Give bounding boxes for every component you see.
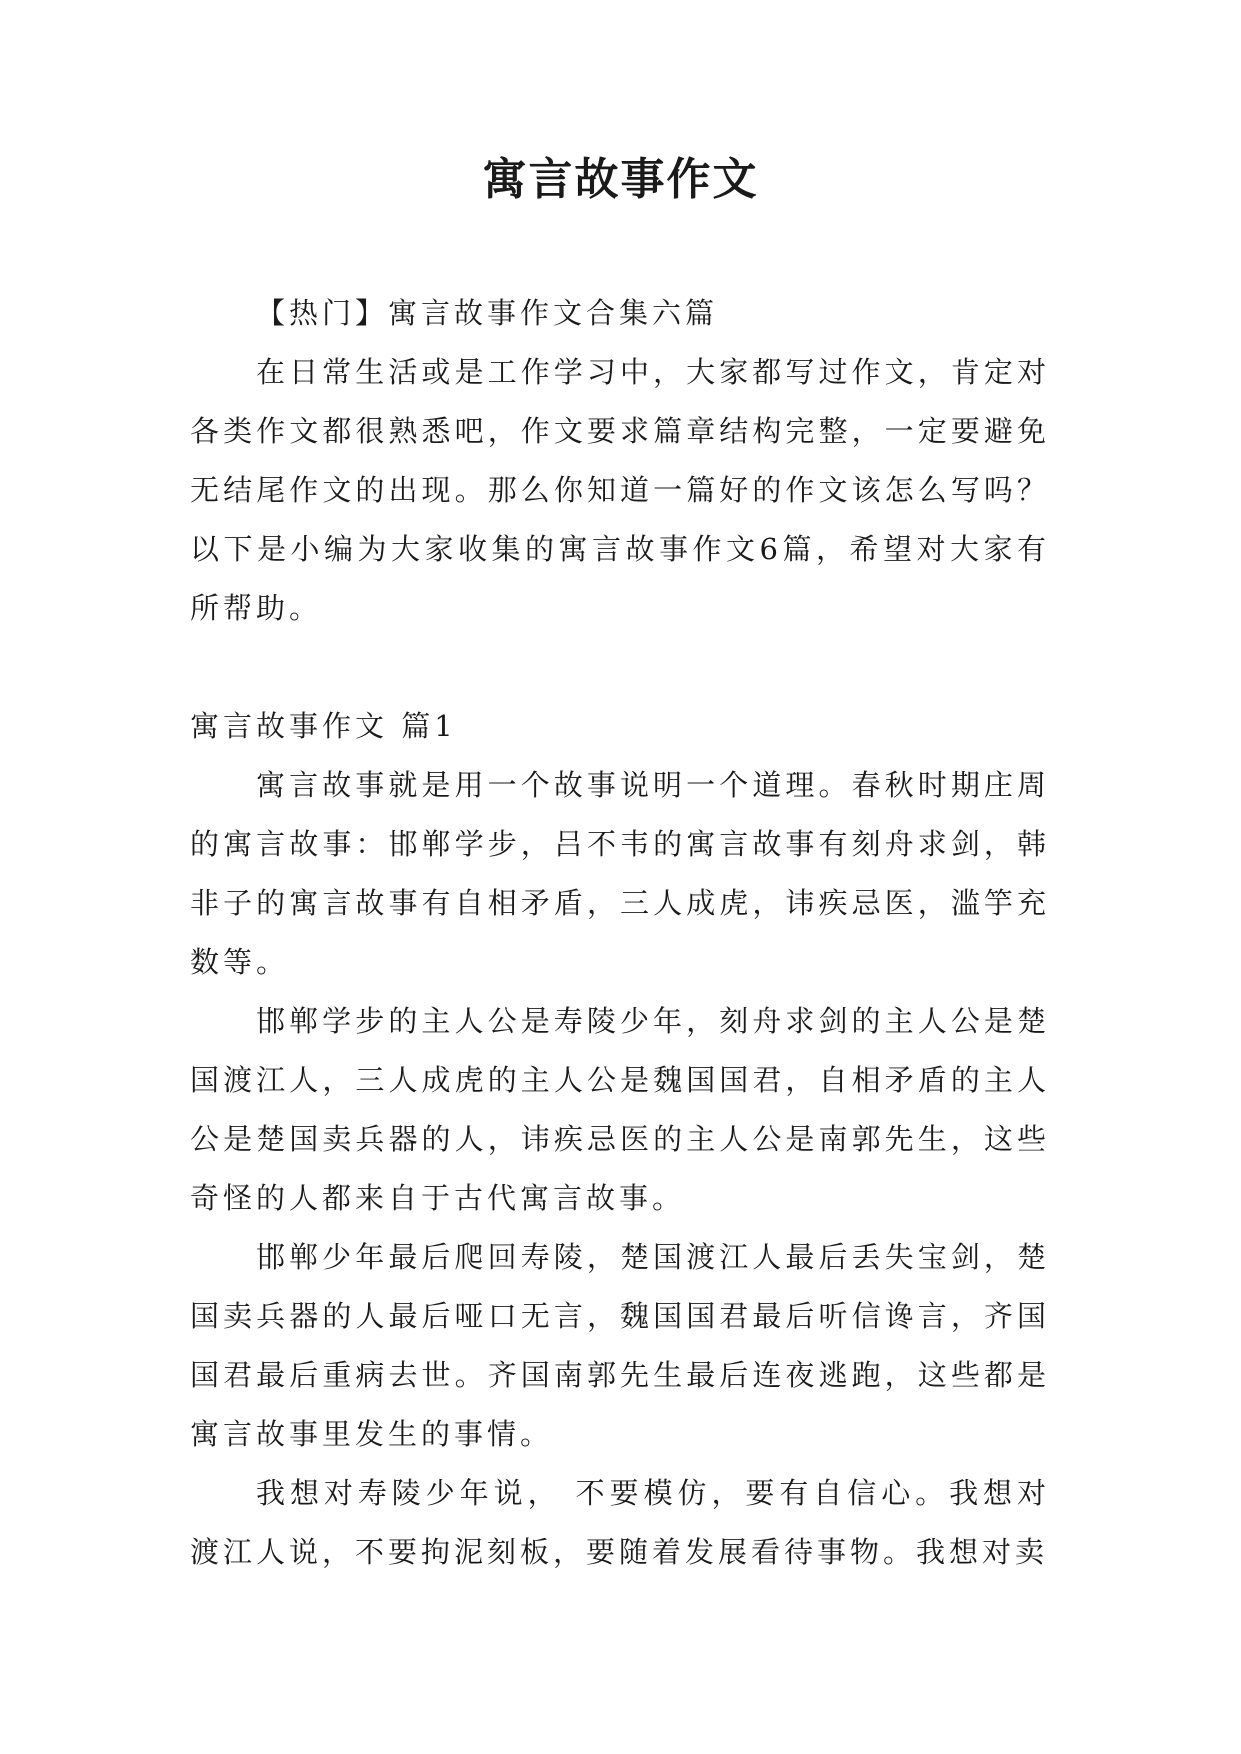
body-paragraph: 邯郸少年最后爬回寿陵，楚国渡江人最后丢失宝剑，楚国卖兵器的人最后哑口无言，魏国国君最后听信谗言，齐国国君最后重病去世。齐国南郭先生最后连夜逃跑，这些都是寓言故事里发生的事情。 <box>190 1240 1050 1451</box>
body-paragraph: 寓言故事就是用一个故事说明一个道理。春秋时期庄周的寓言故事：邯郸学步，吕不韦的寓言故事有刻舟求剑，韩非子的寓言故事有自相矛盾，三人成虎，讳疾忌医，滥竽充数等。 <box>190 768 1050 979</box>
document-body <box>190 284 1050 1582</box>
body-paragraph: 我想对寿陵少年说， 不要模仿，要有自信心。我想对渡江人说，不要拘泥刻板，要随着发展看待事物。我想对卖 <box>190 1476 1050 1569</box>
section-heading: 寓言故事作文 篇1 <box>190 709 457 743</box>
document-subtitle: 【热门】寓言故事作文合集六篇 <box>256 296 719 330</box>
intro-paragraph: 在日常生活或是工作学习中，大家都写过作文，肯定对各类作文都很熟悉吧，作文要求篇章结构完整，一定要避免无结尾作文的出现。那么你知道一篇好的作文该怎么写吗？以下是小编为大家收集的寓言故事作文6篇，希望对大家有所帮助。 <box>190 355 1050 625</box>
body-paragraph: 邯郸学步的主人公是寿陵少年，刻舟求剑的主人公是楚国渡江人，三人成虎的主人公是魏国国君，自相矛盾的主人公是楚国卖兵器的人，讳疾忌医的主人公是南郭先生，这些奇怪的人都来自于古代寓言故事。 <box>190 1004 1050 1215</box>
document-title: 寓言故事作文 <box>482 154 759 205</box>
section-gap <box>190 638 1050 697</box>
